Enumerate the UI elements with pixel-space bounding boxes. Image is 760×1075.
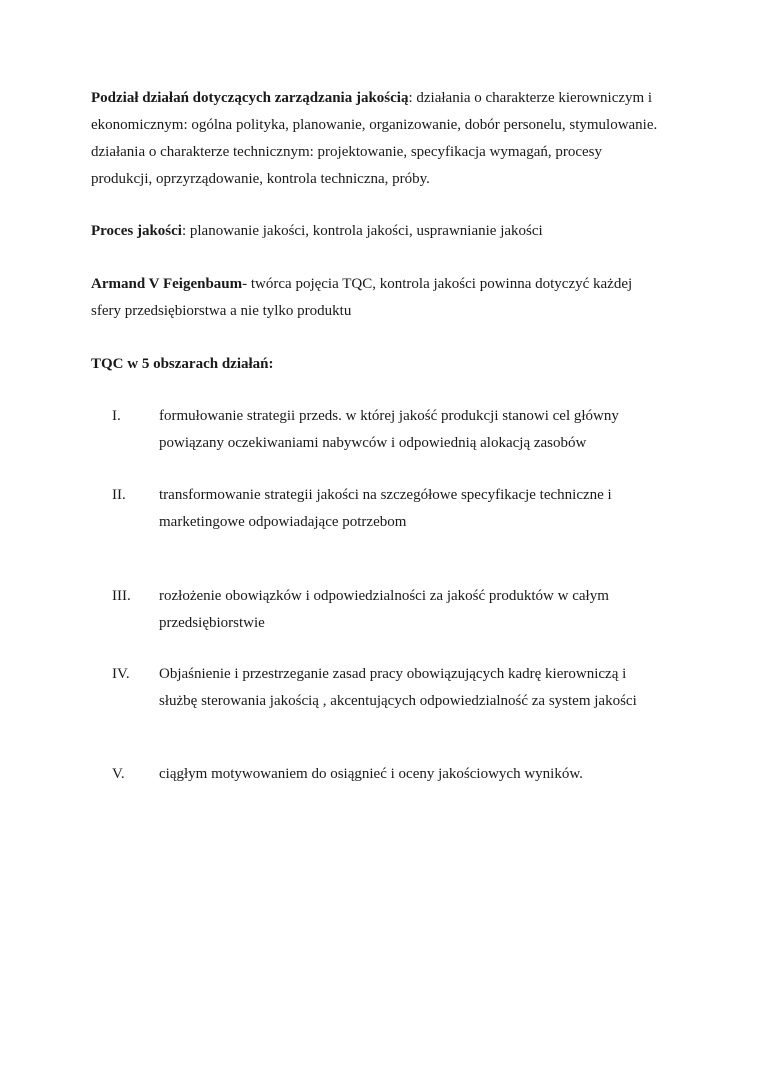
paragraph-heading: Armand V Feigenbaum	[91, 276, 243, 292]
list-numeral: V.	[112, 766, 125, 782]
paragraph-heading: Proces jakości	[91, 223, 182, 239]
tqc-heading	[91, 351, 681, 378]
paragraph-quality-process	[91, 218, 681, 245]
paragraph-line: produkcji, oprzyrządowanie, kontrola techniczna, próby.	[91, 171, 430, 187]
paragraph-line: Armand V Feigenbaum- twórca pojęcia TQC, kontrola jakości powinna dotyczyć każdej	[91, 276, 633, 292]
paragraph-line: Proces jakości: planowanie jakości, kontrola jakości, usprawnianie jakości	[91, 223, 543, 239]
list-numeral: III.	[112, 588, 131, 604]
list-item-text: rozłożenie obowiązków i odpowiedzialności za jakość produktów w całym przedsiębiorstwie	[159, 588, 609, 631]
list-numeral: I.	[112, 408, 121, 424]
paragraph-line: sfery przedsiębiorstwa a nie tylko produktu	[91, 303, 352, 319]
list-numeral: II.	[112, 487, 126, 503]
list-item-text: transformowanie strategii jakości na szczegółowe specyfikacje techniczne i marketingowe odpowiadające potrzebom	[159, 487, 612, 530]
list-item-text: ciągłym motywowaniem do osiągnieć i oceny jakościowych wyników.	[159, 766, 583, 782]
list-item-text: Objaśnienie i przestrzeganie zasad pracy obowiązujących kadrę kierowniczą i służbę sterowania jakością , akcentujących odpowiedzialność za system jakości	[159, 666, 637, 709]
list-numeral: IV.	[112, 666, 130, 682]
paragraph-quality-management-division	[91, 85, 681, 193]
paragraph-line: ekonomicznym: ogólna polityka, planowanie, organizowanie, dobór personelu, stymulowanie.	[91, 117, 658, 133]
list-item-text: formułowanie strategii przeds. w której jakość produkcji stanowi cel główny powiązany oczekiwaniami nabywców i odpowiednią alokacją zasobów	[159, 408, 619, 451]
paragraph-line: Podział działań dotyczących zarządzania jakością: działania o charakterze kierowniczym i	[91, 90, 653, 106]
paragraph-line: działania o charakterze technicznym: projektowanie, specyfikacja wymagań, procesy	[91, 144, 603, 160]
paragraph-heading: Podział działań dotyczących zarządzania jakością	[91, 90, 409, 106]
paragraph-feigenbaum	[91, 271, 681, 325]
tqc-heading-text: TQC w 5 obszarach działań:	[91, 356, 274, 372]
